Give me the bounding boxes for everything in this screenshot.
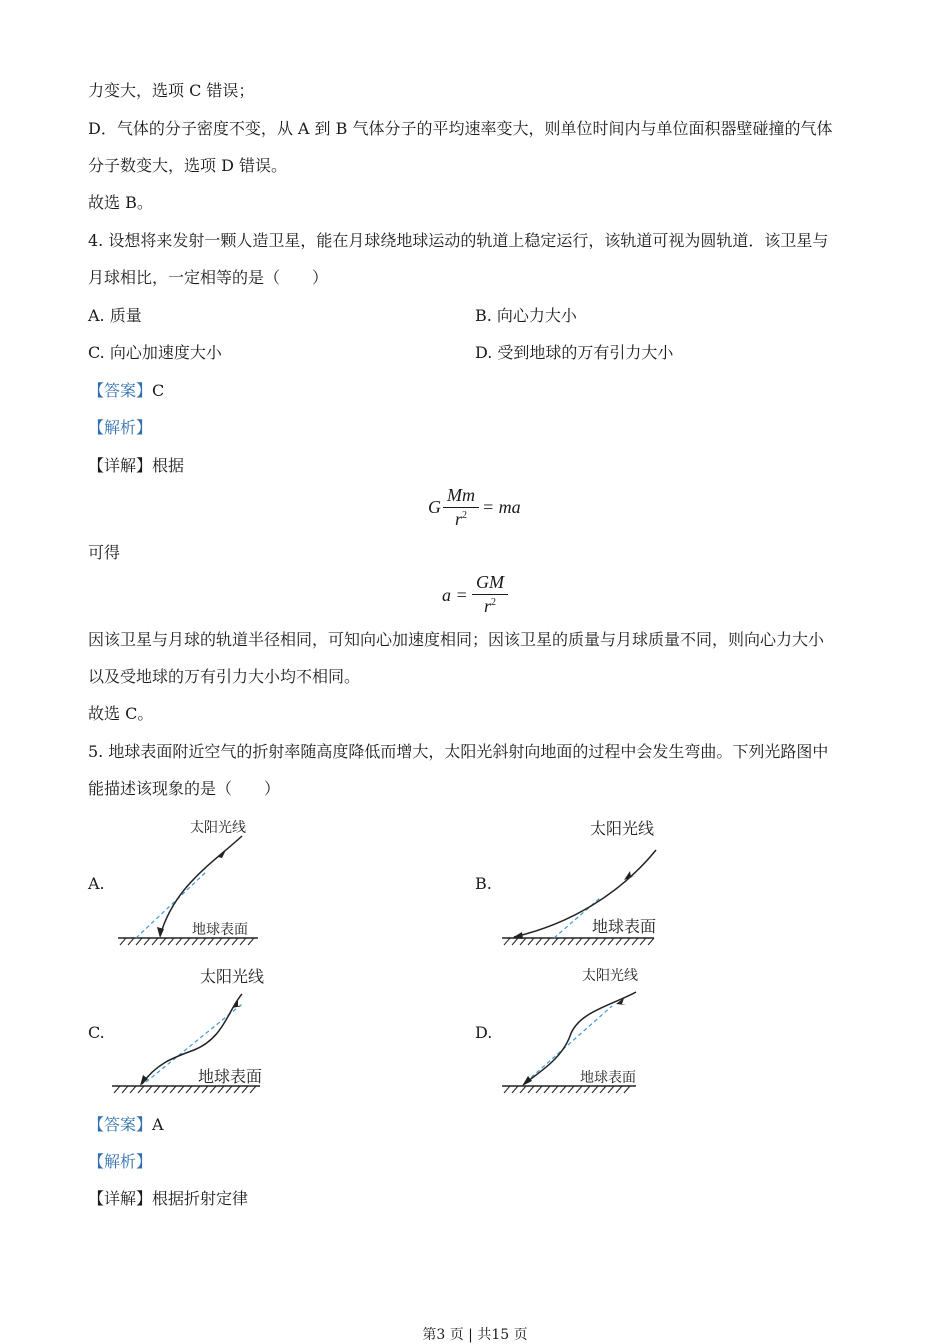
eq1-denominator — [443, 509, 479, 530]
q5-analysis-tag: 【解析】 — [88, 1152, 153, 1171]
detail-tag: 【详解】 — [88, 456, 153, 475]
fig-a-label: A. — [88, 874, 105, 893]
q5-detail-text: 根据折射定律 — [152, 1189, 249, 1208]
q5-answer-value: A — [152, 1115, 164, 1134]
q4-stem-line-1: 4. 设想将来发射一颗人造卫星，能在月球绕地球运动的轨道上稳定运行，该轨道可视为圆轨道．该卫星与 — [88, 231, 829, 250]
figure-b — [500, 814, 670, 946]
analysis-tag: 【解析】 — [88, 418, 153, 437]
eq1-numerator: Mm — [447, 485, 475, 505]
fig-d-label: D. — [475, 1023, 493, 1042]
q4-detail — [88, 455, 184, 477]
q5-stem-line-2: 能描述该现象的是（ ） — [88, 779, 281, 798]
q4-stem-line-2: 月球相比，一定相等的是（ ） — [88, 268, 329, 287]
prev-line-1: 力变大，选项 C 错误； — [88, 81, 255, 100]
fig-c-ground-label: 地球表面 — [198, 1067, 263, 1086]
figure-c — [110, 962, 270, 1094]
answer-value: C — [152, 381, 165, 400]
eq1-rhs: = ma — [482, 497, 521, 517]
fig-b-ground-label: 地球表面 — [592, 917, 657, 936]
eq1-fraction-bar — [443, 507, 479, 508]
fig-d-sun-label: 太阳光线 — [582, 968, 638, 984]
eq2-den-base: r — [483, 596, 491, 616]
eq1-den-exp: 2 — [462, 510, 467, 521]
q5-answer — [88, 1114, 164, 1136]
fig-b-sun-label: 太阳光线 — [590, 819, 655, 838]
fig-a-ground-label: 地球表面 — [192, 922, 248, 938]
eq2-lhs: a = — [442, 585, 468, 605]
q4-option-d: D. 受到地球的万有引力大小 — [475, 343, 674, 362]
eq1-fraction — [443, 485, 479, 530]
q4-option-a: A. 质量 — [88, 306, 142, 325]
detail-text: 根据 — [152, 456, 185, 475]
fig-c-sun-label: 太阳光线 — [200, 967, 265, 986]
page-footer: 第3 页 | 共15 页 — [422, 1327, 528, 1343]
fig-c-label: C. — [88, 1023, 105, 1042]
eq2-numerator: GM — [476, 572, 504, 592]
q5-answer-tag: 【答案】 — [88, 1115, 153, 1134]
fig-b-label: B. — [475, 874, 492, 893]
fig-d-ground-label: 地球表面 — [580, 1070, 636, 1086]
q4-option-b: B. 向心力大小 — [475, 306, 577, 325]
eq2-fraction-bar — [472, 594, 508, 595]
figure-d — [500, 962, 650, 1094]
q4-explanation-2: 以及受地球的万有引力大小均不相同。 — [88, 667, 361, 686]
q4-option-c: C. 向心加速度大小 — [88, 343, 222, 362]
q5-detail-tag: 【详解】 — [88, 1189, 153, 1208]
fig-a-sun-label: 太阳光线 — [190, 820, 246, 836]
q5-analysis — [88, 1151, 152, 1173]
eq1-den-base: r — [454, 509, 462, 529]
q5-stem-line-1: 5. 地球表面附近空气的折射率随高度降低而增大，太阳光斜射向地面的过程中会发生弯曲。下列光路图中 — [88, 742, 829, 761]
q4-answer — [88, 380, 164, 402]
prev-line-2: D．气体的分子密度不变，从 A 到 B 气体分子的平均速率变大，则单位时间内与单位面积器壁碰撞的气体 — [88, 119, 833, 138]
q4-explanation-1: 因该卫星与月球的轨道半径相同，可知向心加速度相同；因该卫星的质量与月球质量不同，则向心力大小 — [88, 630, 825, 649]
eq1-g: G — [428, 497, 441, 517]
answer-tag: 【答案】 — [88, 381, 153, 400]
q4-then: 可得 — [88, 543, 121, 562]
prev-conclusion: 故选 B。 — [88, 193, 153, 212]
q5-detail — [88, 1188, 248, 1210]
q4-analysis — [88, 417, 152, 439]
q4-conclusion: 故选 C。 — [88, 704, 154, 723]
figure-a — [110, 814, 270, 946]
eq2-denominator — [472, 596, 508, 617]
eq2-den-exp: 2 — [491, 597, 496, 608]
prev-line-3: 分子数变大，选项 D 错误。 — [88, 156, 288, 175]
eq2-fraction — [472, 572, 508, 617]
